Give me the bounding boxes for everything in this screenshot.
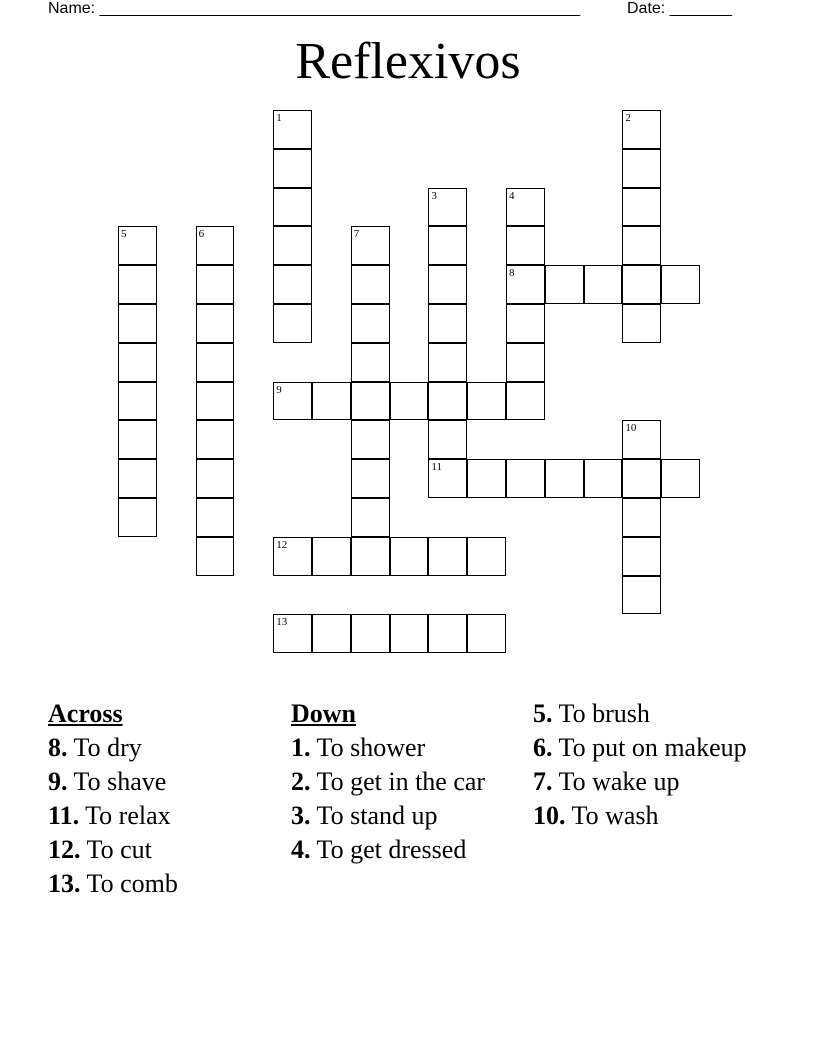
crossword-cell[interactable] xyxy=(661,459,700,498)
crossword-cell[interactable] xyxy=(545,459,584,498)
crossword-cell[interactable] xyxy=(622,576,661,615)
crossword-cell[interactable] xyxy=(273,226,312,265)
clue-text: To stand up xyxy=(310,801,438,830)
clue-number: 9. xyxy=(48,767,68,796)
crossword-cell[interactable] xyxy=(428,188,467,227)
crossword-cell[interactable] xyxy=(467,382,506,421)
crossword-cell[interactable] xyxy=(351,537,390,576)
crossword-cell[interactable] xyxy=(351,343,390,382)
crossword-cell[interactable] xyxy=(506,304,545,343)
crossword-cell[interactable] xyxy=(584,265,623,304)
cell-number: 11 xyxy=(431,461,442,474)
clue-text: To get in the car xyxy=(310,767,486,796)
clue-number: 3. xyxy=(291,801,311,830)
crossword-cell[interactable] xyxy=(390,614,429,653)
crossword-cell[interactable] xyxy=(273,265,312,304)
down-heading: Down xyxy=(291,699,357,728)
cell-number: 7 xyxy=(353,228,360,241)
crossword-cell[interactable] xyxy=(584,459,623,498)
crossword-cell[interactable] xyxy=(196,459,235,498)
cell-number: 12 xyxy=(276,538,288,551)
crossword-cell[interactable] xyxy=(622,304,661,343)
cell-number: 13 xyxy=(276,616,288,629)
puzzle-title: Reflexivos xyxy=(295,33,521,90)
clue-across-13 xyxy=(48,870,278,898)
crossword-cell[interactable] xyxy=(351,614,390,653)
crossword-cell[interactable] xyxy=(390,537,429,576)
crossword-cell[interactable] xyxy=(506,188,545,227)
clue-across-8 xyxy=(48,734,278,762)
crossword-cell[interactable] xyxy=(390,382,429,421)
crossword-cell[interactable] xyxy=(273,614,312,653)
crossword-cell[interactable] xyxy=(118,226,157,265)
crossword-cell[interactable] xyxy=(196,382,235,421)
crossword-cell[interactable] xyxy=(118,382,157,421)
crossword-cell[interactable] xyxy=(196,304,235,343)
crossword-cell[interactable] xyxy=(428,459,467,498)
clue-text: To brush xyxy=(552,699,650,728)
cell-number: 6 xyxy=(198,228,205,241)
clue-down-6 xyxy=(533,734,783,762)
crossword-cell[interactable] xyxy=(312,382,351,421)
crossword-cell[interactable] xyxy=(118,265,157,304)
clue-down-7 xyxy=(533,768,783,796)
cell-number: 2 xyxy=(625,112,631,124)
clue-across-12 xyxy=(48,836,278,864)
crossword-cell[interactable] xyxy=(351,459,390,498)
crossword-cell[interactable] xyxy=(273,188,312,227)
crossword-cell[interactable] xyxy=(506,382,545,421)
across-heading: Across xyxy=(48,699,123,728)
crossword-cell[interactable] xyxy=(506,226,545,265)
crossword-cell[interactable] xyxy=(273,149,312,188)
clue-text: To put on makeup xyxy=(552,733,747,762)
crossword-cell[interactable] xyxy=(118,420,157,459)
crossword-cell[interactable] xyxy=(196,537,235,576)
crossword-cell[interactable] xyxy=(312,614,351,653)
crossword-cell[interactable] xyxy=(196,420,235,459)
cell-number: 4 xyxy=(509,189,515,202)
crossword-cell[interactable] xyxy=(428,343,467,382)
crossword-cell[interactable] xyxy=(467,537,506,576)
crossword-cell[interactable] xyxy=(273,304,312,343)
clues-column-1 xyxy=(48,700,278,904)
clue-number: 1. xyxy=(291,733,311,762)
crossword-cell[interactable] xyxy=(428,226,467,265)
cell-number: 10 xyxy=(625,422,637,435)
crossword-cell[interactable] xyxy=(351,498,390,537)
crossword-cell[interactable] xyxy=(196,343,235,382)
crossword-cell[interactable] xyxy=(622,110,661,149)
clue-text: To shower xyxy=(310,733,426,762)
clues-column-3 xyxy=(533,700,783,836)
clue-down-10 xyxy=(533,802,783,830)
clue-down-3 xyxy=(291,802,521,830)
clue-down-4 xyxy=(291,836,521,864)
clue-down-5 xyxy=(533,700,783,728)
clue-number: 12. xyxy=(48,835,81,864)
crossword-cell[interactable] xyxy=(428,382,467,421)
clue-number: 2. xyxy=(291,767,311,796)
crossword-cell[interactable] xyxy=(118,459,157,498)
crossword-cell[interactable] xyxy=(467,614,506,653)
clue-number: 13. xyxy=(48,869,81,898)
clue-number: 10. xyxy=(533,801,566,830)
clue-across-9 xyxy=(48,768,278,796)
crossword-cell[interactable] xyxy=(622,226,661,265)
clue-number: 6. xyxy=(533,733,553,762)
crossword-cell[interactable] xyxy=(273,537,312,576)
clue-across-11 xyxy=(48,802,278,830)
crossword-cell[interactable] xyxy=(428,537,467,576)
crossword-cell[interactable] xyxy=(428,304,467,343)
crossword-cell[interactable] xyxy=(196,226,235,265)
crossword-cell[interactable] xyxy=(312,537,351,576)
date-field[interactable]: Date: _______ xyxy=(627,0,732,17)
crossword-cell[interactable] xyxy=(467,459,506,498)
crossword-cell[interactable] xyxy=(661,265,700,304)
clue-text: To get dressed xyxy=(310,835,467,864)
crossword-cell[interactable] xyxy=(506,343,545,382)
clue-text: To cut xyxy=(80,835,152,864)
clues-column-2 xyxy=(291,700,521,870)
crossword-cell[interactable] xyxy=(428,265,467,304)
clue-down-2 xyxy=(291,768,521,796)
crossword-cell[interactable] xyxy=(351,382,390,421)
cell-number: 1 xyxy=(276,112,282,124)
clue-down-1 xyxy=(291,734,521,762)
clue-number: 8. xyxy=(48,733,68,762)
cell-number: 5 xyxy=(121,228,127,241)
crossword-cell[interactable] xyxy=(118,343,157,382)
clue-number: 7. xyxy=(533,767,553,796)
crossword-cell[interactable] xyxy=(273,382,312,421)
crossword-cell[interactable] xyxy=(196,498,235,537)
clue-text: To shave xyxy=(67,767,167,796)
name-field[interactable]: Name: ______________________________________________________ xyxy=(48,0,581,17)
cell-number: 9 xyxy=(276,383,282,396)
crossword-cell[interactable] xyxy=(196,265,235,304)
crossword-cell[interactable] xyxy=(622,149,661,188)
clue-number: 4. xyxy=(291,835,311,864)
crossword-cell[interactable] xyxy=(622,420,661,459)
cell-number: 8 xyxy=(509,267,515,280)
crossword-cell[interactable] xyxy=(622,188,661,227)
crossword-cell[interactable] xyxy=(506,459,545,498)
crossword-cell[interactable] xyxy=(351,265,390,304)
crossword-cell[interactable] xyxy=(428,420,467,459)
clue-text: To relax xyxy=(79,801,171,830)
clue-number: 11. xyxy=(48,801,80,830)
crossword-cell[interactable] xyxy=(351,304,390,343)
crossword-cell[interactable] xyxy=(622,459,661,498)
crossword-cell[interactable] xyxy=(622,498,661,537)
clue-text: To wash xyxy=(565,801,659,830)
crossword-cell[interactable] xyxy=(428,614,467,653)
crossword-cell[interactable] xyxy=(351,226,390,265)
crossword-cell[interactable] xyxy=(118,304,157,343)
crossword-cell[interactable] xyxy=(506,265,545,304)
cell-number: 3 xyxy=(431,189,437,202)
crossword-cell[interactable] xyxy=(118,498,157,537)
crossword-cell[interactable] xyxy=(622,265,661,304)
crossword-cell[interactable] xyxy=(351,420,390,459)
clue-text: To comb xyxy=(80,869,178,898)
crossword-cell[interactable] xyxy=(545,265,584,304)
clue-text: To dry xyxy=(67,733,142,762)
crossword-cell[interactable] xyxy=(622,537,661,576)
clue-number: 5. xyxy=(533,699,553,728)
crossword-cell[interactable] xyxy=(273,110,312,149)
clue-text: To wake up xyxy=(552,767,680,796)
